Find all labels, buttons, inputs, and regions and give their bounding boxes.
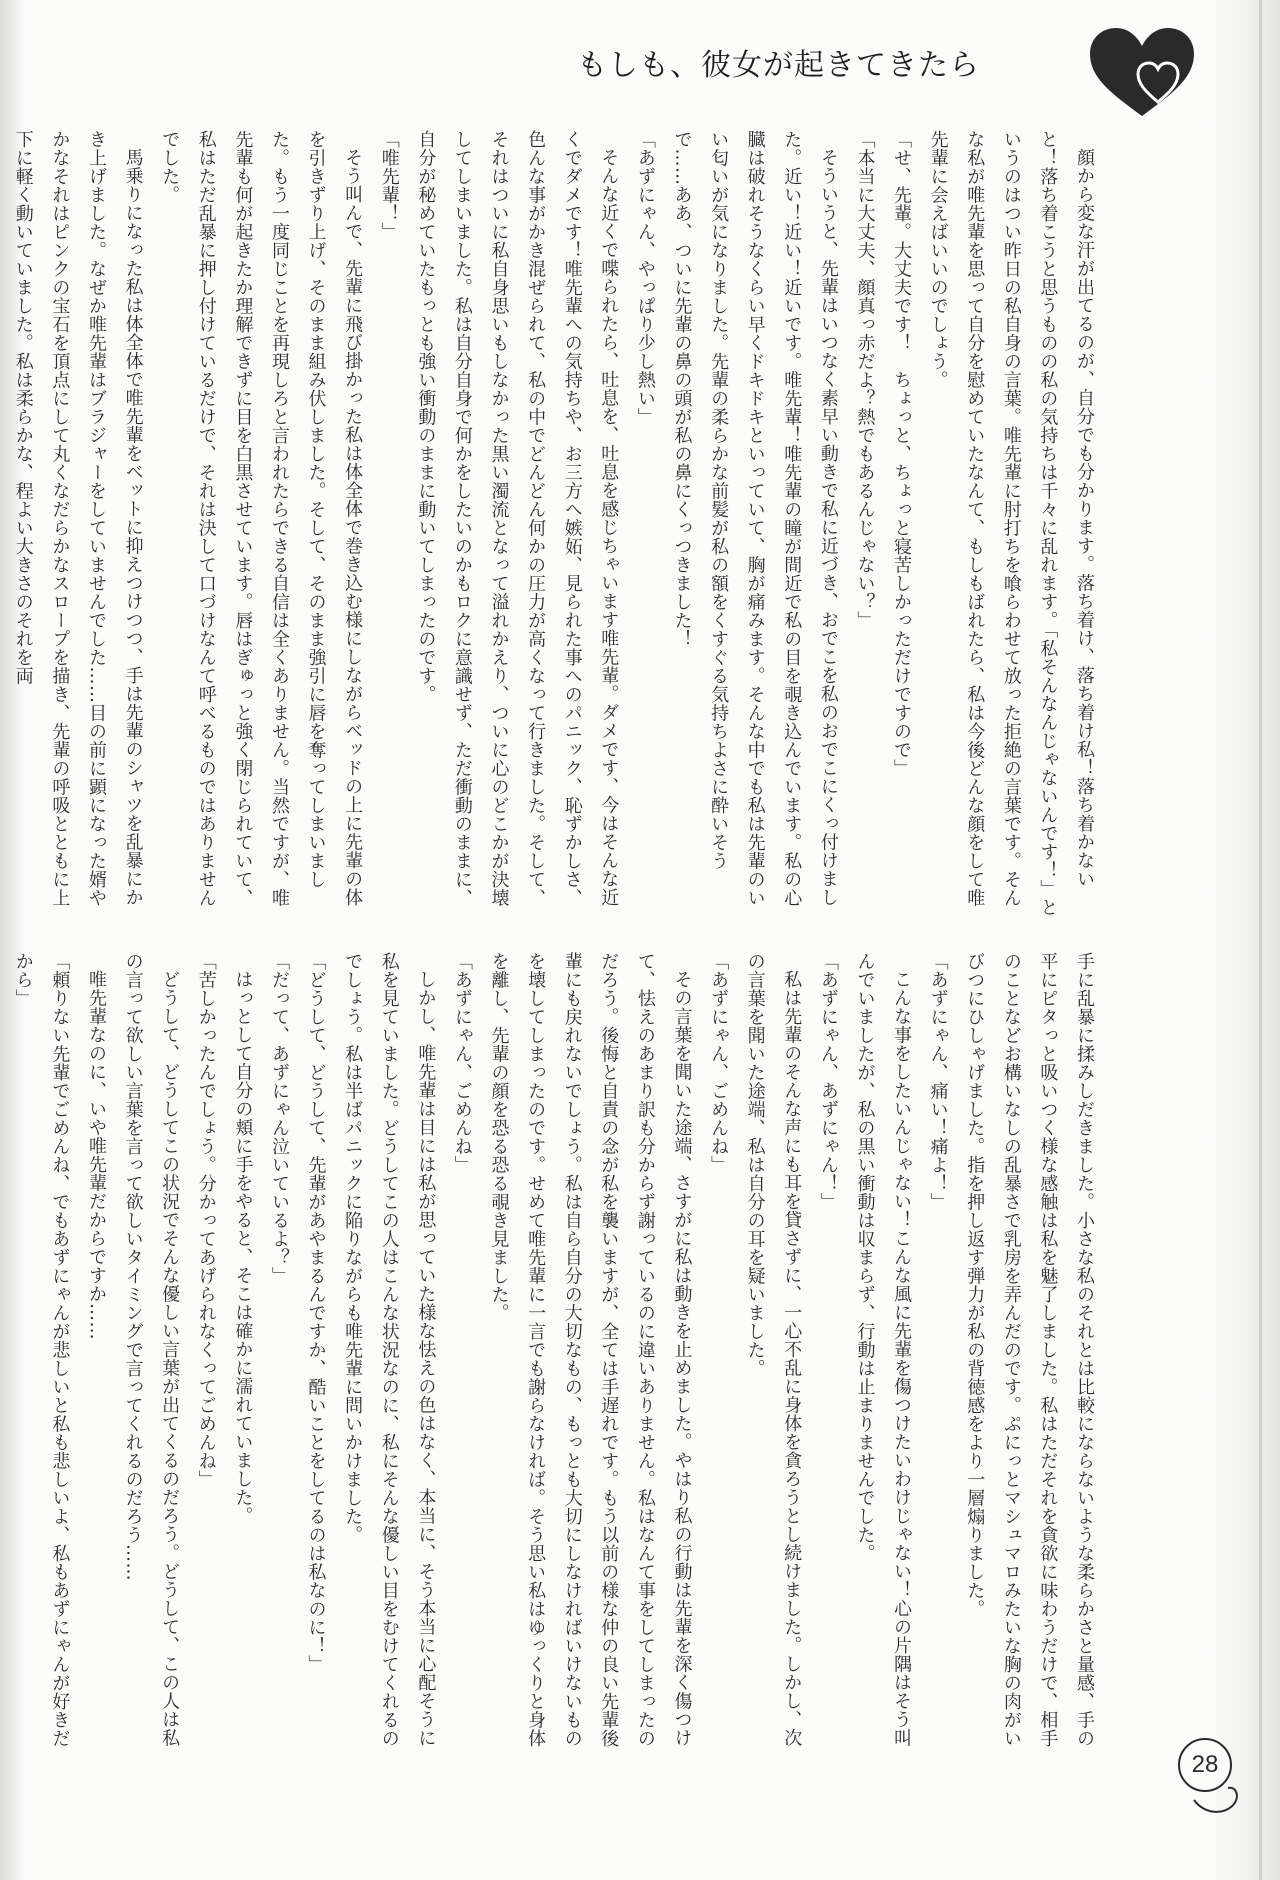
dialogue-line: 「頼りない先輩でごめんね、でもあずにゃんが悲しいと私も悲しいよ、私もあずにゃんが好きだから」 (12, 952, 71, 1748)
body-paragraph: どうして、どうしてこの状況でそんな優しい言葉が出てくるのだろう。どうして、この人は私の言って欲しい言葉を言って欲しいタイミングで言ってくれるのだろう…… (122, 952, 181, 1747)
chapter-title: もしも、彼女が起きてきたら (577, 48, 980, 83)
dialogue-line: 「あずにゃん、やっぱり少し熱い」 (634, 130, 656, 426)
body-paragraph: こんな事をしたいんじゃない！こんな風に先輩を傷つけたいわけじゃない！心の片隅はそう叫んでいましたが、私の黒い衝動は収まらず、行動は止まりませんでした。 (854, 952, 913, 1747)
body-paragraph: 顔から変な汗が出てるのが、自分でも分かります。落ち着け、落ち着け私！落ち着かないと！落ち着こうと思うものの私の気持ちは千々に乱れます。「私そんなんじゃないんです！」というのはつい昨日の私自身の言葉。唯先輩に肘打ちを喰らわせて放った拒絶の言葉です。そんな私が唯先輩を思って自分を慰めていたなんて、もしもばれたら、私は今後どんな顔をして唯先輩に会えばいいのでしょう。 (927, 130, 1095, 917)
heart-icon (1082, 22, 1202, 122)
body-paragraph: 手に乱暴に揉みしだきました。小さな私のそれとは比較にならないような柔らかさと量感、手の平にピタっと吸いつく様な感触は私を魅了しました。私はただそれを貪欲に味わうだけで、相手のことなどお構いなしの乱暴さで乳房を弄んだのです。ぷにっとマシュマロみたいな胸の肉がいびつにひしゃげました。指を押し返す弾力が私の背徳感をより一層煽りました。 (964, 952, 1095, 1748)
body-paragraph: そんな近くで喋られたら、吐息を、吐息を感じちゃいます唯先輩。ダメです、今はそんな近くでダメです！唯先輩への気持ちや、お三方へ嫉妬、見られた事へのパニック、恥ずかしさ、色んな事がかき混ぜられて、私の中でどんどん何かの圧力が高くなって行きました。そして、それはついに私自身思いもしなかった黒い濁流となって溢れかえり、ついに心のどこかが決壊してしまいました。私は自分自身で何かをしたいのかもロクに意識せず、ただ衝動のままに、自分が秘めていたもっとも強い衝動のままに動いてしまったのです。 (415, 130, 620, 907)
dialogue-line: 「あずにゃん、あずにゃん！」 (817, 952, 839, 1211)
dialogue-line: 「せ、先輩。大丈夫です！ ちょっと、ちょっと寝苦しかっただけですので」 (891, 130, 913, 778)
text-block-top (12, 130, 1102, 920)
dialogue-line: 「本当に大丈夫、顔真っ赤だよ？熱でもあるんじゃない？」 (854, 130, 876, 630)
body-paragraph: はっとして自分の頬に手をやると、そこは確かに濡れていました。 (232, 970, 254, 1525)
body-paragraph: しかし、唯先輩は目には私が思っていた様な怯えの色はなく、本当に、そう本当に心配そうに私を見ていました。どうしてこの人はこんな状況なのに、私にそんな優しい目をむけてくれるのでしょう。私は半ばパニックに陥りながらも唯先輩に問いかけました。 (342, 952, 437, 1748)
dialogue-line: 「苦しかったんでしょう。分かってあげられなくってごめんね」 (195, 952, 217, 1489)
dialogue-line: 「だって、あずにゃん泣いているよ？」 (268, 952, 290, 1285)
page-binding-shadow (1259, 0, 1262, 1880)
page-number-swirl-icon (1190, 1770, 1250, 1820)
page-number: 28 (1178, 1738, 1232, 1792)
body-paragraph: 私は先輩のそんな声にも耳を貸さずに、一心不乱に身体を貪ろうとし続けました。しかし、次の言葉を聞いた途端、私は自分の耳を疑いました。 (744, 952, 803, 1747)
body-paragraph: その言葉を聞いた途端、さすがに私は動きを止めました。やはり私の行動は先輩を深く傷つけて、怯えのあまり訳も分からず謝っているのに違いありません。私はなんて事をしてしまったのだろう。後悔と自責の念が私を襲いますが、全ては手遅れです。もう以前の様な仲の良い先輩後輩にも戻れないでしょう。私は自ら自分の大切なもの、もっとも大切にしなければいけないものを壊してしまったのです。せめて唯先輩に一言でも謝らなければ。そう思い私はゆっくりと身体を離し、先輩の顔を恐る恐る覗き見ました。 (488, 952, 693, 1748)
text-block-bottom (12, 952, 1102, 1760)
dialogue-line: 「あずにゃん、痛い！痛よ！」 (927, 952, 949, 1211)
scan-right-edge (1210, 0, 1280, 1880)
dialogue-line: 「どうして、どうして、先輩があやまるんですか、酷いことをしてるのは私なのに！」 (305, 952, 327, 1674)
body-paragraph: 唯先輩なのに、いや唯先輩だからですか…… (85, 970, 107, 1340)
body-paragraph: そう叫んで、先輩に飛び掛かった私は体全体で巻き込む様にしながらベッドの上に先輩の体を引きずり上げ、そのまま組み伏しました。そして、そのまま強引に唇を奪ってしまいました。もう一度同じことを再現しろと言われたらできる自信は全くありません。当然ですが、唯先輩も何が起きたか理解できずに目を白黒させています。唇はぎゅっと強く閉じられていて、私はただ乱暴に押し付けているだけで、それは決して口づけなんて呼べるものではありませんでした。 (159, 130, 364, 907)
dialogue-line: 「唯先輩！」 (378, 130, 400, 241)
body-paragraph: 馬乗りになった私は体全体で唯先輩をベットに抑えつけつつ、手は先輩のシャツを乱暴にかき上げました。なぜか唯先輩はブラジャーをしていませんでした……目の前に顕になった婿やかなそれはピンクの宝石を頂点にして丸くなだらかなスロープを描き、先輩の呼吸とともに上下に軽く動いていました。私は柔らかな、程よい大きさのそれを両 (12, 130, 144, 907)
body-paragraph: そういうと、先輩はいつなく素早い動きで私に近づき、おでこを私のおでこにくっ付けました。近い！近い！近いです。唯先輩！唯先輩の瞳が間近で私の目を覗き込んでいます。私の心臓は破れそうなくらい早くドキドキといっていて、胸が痛みます。そんな中でも私は先輩のいい匂いが気になりました。先輩の柔らかな前髪が私の額をくすぐる気持ちよさに酔いそうで……ああ、ついに先輩の鼻の頭が私の鼻にくっつきました！ (671, 130, 839, 907)
dialogue-line: 「あずにゃん、ごめんね」 (708, 952, 730, 1174)
dialogue-line: 「あずにゃん、ごめんね」 (451, 952, 473, 1174)
